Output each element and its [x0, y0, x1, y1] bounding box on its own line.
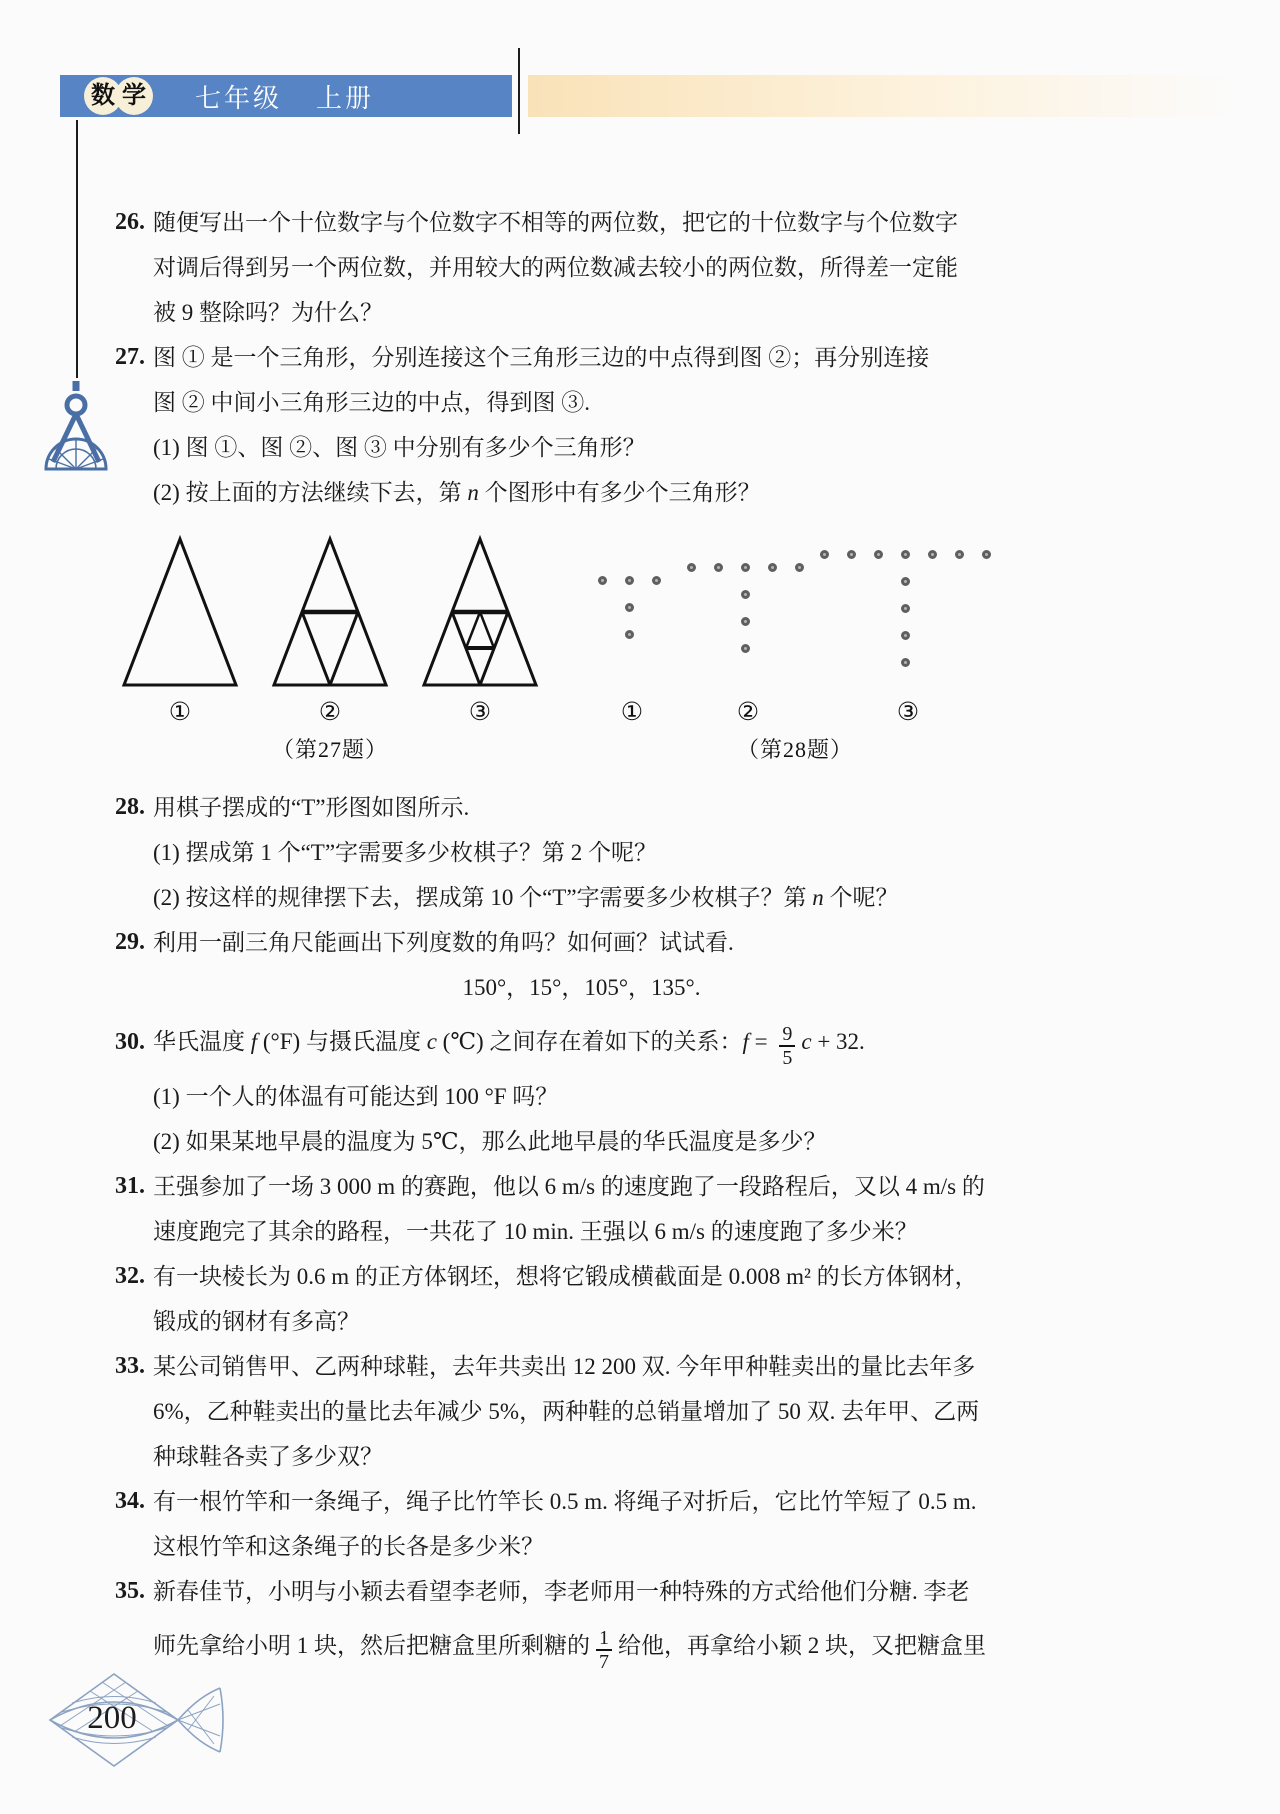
- page-number: 200: [87, 1700, 137, 1736]
- text-line: 锻成的钢材有多高？: [153, 1309, 360, 1334]
- text-line: 150°，15°，105°，135°.: [462, 975, 701, 1000]
- text-line: 利用一副三角尺能画出下列度数的角吗？如何画？试试看.: [153, 930, 734, 955]
- problem-body: [153, 1164, 1010, 1254]
- text-line: 有一块棱长为 0.6 m 的正方体钢坯，想将它锻成横截面是 0.008 m² 的长方体钢材，: [153, 1264, 978, 1289]
- problem-body: [153, 785, 1010, 920]
- figure-label: ③: [896, 699, 920, 726]
- subject-logo: [84, 77, 153, 115]
- problem-28: [115, 785, 1010, 920]
- triangle-figure-2: [270, 535, 390, 691]
- problem-29: [115, 920, 1010, 1010]
- problem-number: 35.: [115, 1578, 145, 1604]
- text-line: 某公司销售甲、乙两种球鞋，去年共卖出 12 200 双. 今年甲种鞋卖出的量比去年多: [153, 1354, 976, 1379]
- problem-31: [115, 1164, 1010, 1254]
- text-line: 对调后得到另一个两位数，并用较大的两位数减去较小的两位数，所得差一定能: [153, 255, 958, 280]
- left-margin-line: [76, 120, 78, 378]
- figure-label: ①: [620, 699, 644, 726]
- text-line: (1) 图 ①、图 ②、图 ③ 中分别有多少个三角形？: [153, 435, 646, 460]
- game-piece-dot: [874, 550, 883, 559]
- problem-35: [115, 1569, 1010, 1678]
- problem-32: [115, 1254, 1010, 1344]
- game-piece-dot: [955, 550, 964, 559]
- problem-27: [115, 335, 1010, 515]
- text-line: 师先拿给小明 1 块，然后把糖盒里所剩糖的 $\frac{1}{7}$ 给他，再拿给小颖 2 块，又把糖盒里: [153, 1627, 986, 1673]
- text-line: 用棋子摆成的“T”形图如图所示.: [153, 795, 470, 820]
- problem-body: [153, 335, 1010, 515]
- text-line: (2) 按这样的规律摆下去，摆成第 10 个“T”字需要多少枚棋子？第 n 个呢？: [153, 885, 899, 910]
- text-line: 速度跑完了其余的路程，一共花了 10 min. 王强以 6 m/s 的速度跑了多少米？: [153, 1219, 918, 1244]
- problem-number: 28.: [115, 794, 145, 820]
- game-piece-dot: [847, 550, 856, 559]
- game-piece-dot: [820, 550, 829, 559]
- logo-circle-xue: 学: [115, 77, 153, 115]
- game-piece-dot: [901, 577, 910, 586]
- game-piece-dot: [901, 550, 910, 559]
- text-line: 图 ② 中间小三角形三边的中点，得到图 ③.: [153, 390, 590, 415]
- game-piece-dot: [625, 603, 634, 612]
- problem-body: [153, 1479, 1010, 1569]
- game-piece-dot: [901, 631, 910, 640]
- game-piece-dot: [901, 658, 910, 667]
- problem-body: [153, 1010, 1010, 1164]
- volume-label: 上册: [316, 82, 375, 113]
- fraction: $\frac{1}{7}$: [596, 1627, 612, 1673]
- header-accent-band: [528, 75, 1234, 117]
- problem-26: [115, 200, 1010, 335]
- problem-body: [153, 920, 1010, 1010]
- text-line: 图 ① 是一个三角形，分别连接这个三角形三边的中点得到图 ②；再分别连接: [153, 345, 930, 370]
- game-piece-dot: [928, 550, 937, 559]
- figure-label: ①: [168, 699, 192, 726]
- game-piece-dot: [768, 563, 777, 572]
- triangle-figure-3: [420, 535, 540, 691]
- text-line: (2) 如果某地早晨的温度为 5℃，那么此地早晨的华氏温度是多少？: [153, 1129, 827, 1154]
- problems: [115, 200, 1010, 1678]
- text-line: (1) 一个人的体温有可能达到 100 °F 吗？: [153, 1084, 559, 1109]
- game-piece-dot: [598, 576, 607, 585]
- text-line: 6%，乙种鞋卖出的量比去年减少 5%，两种鞋的总销量增加了 50 双. 去年甲、乙两: [153, 1399, 980, 1424]
- compass-protractor-icon: [33, 380, 119, 486]
- game-piece-dot: [741, 644, 750, 653]
- game-piece-dot: [982, 550, 991, 559]
- figure-caption-27: （第27题）: [271, 737, 389, 762]
- problem-number: 32.: [115, 1263, 145, 1289]
- problem-number: 29.: [115, 929, 145, 955]
- text-line: 华氏温度 f (°F) 与摄氏温度 c (℃) 之间存在着如下的关系：f = $\frac{9}{5}$ c + 32.: [153, 1023, 865, 1069]
- problem-body: [153, 1254, 1010, 1344]
- text-line: 种球鞋各卖了多少双？: [153, 1444, 383, 1469]
- exercise-figures: [115, 515, 1010, 785]
- header-divider-line: [518, 48, 520, 134]
- game-piece-dot: [741, 563, 750, 572]
- problem-number: 33.: [115, 1353, 145, 1379]
- figure-label: ②: [736, 699, 760, 726]
- game-piece-dot: [625, 576, 634, 585]
- problem-body: [153, 1344, 1010, 1479]
- text-line: (1) 摆成第 1 个“T”字需要多少枚棋子？第 2 个呢？: [153, 840, 658, 865]
- text-line: 随便写出一个十位数字与个位数字不相等的两位数，把它的十位数字与个位数字: [153, 210, 958, 235]
- grade-label: 七年级: [195, 82, 283, 113]
- problem-number: 27.: [115, 344, 145, 370]
- game-piece-dot: [714, 563, 723, 572]
- fraction: $\frac{9}{5}$: [779, 1023, 795, 1069]
- header-bar: [60, 75, 512, 117]
- problem-30: [115, 1010, 1010, 1164]
- game-piece-dot: [687, 563, 696, 572]
- game-piece-dot: [901, 604, 910, 613]
- problem-body: [153, 1569, 1010, 1678]
- problem-number: 26.: [115, 209, 145, 235]
- problem-number: 34.: [115, 1488, 145, 1514]
- text-line: 有一根竹竿和一条绳子，绳子比竹竿长 0.5 m. 将绳子对折后，它比竹竿短了 0.5 m.: [153, 1489, 977, 1514]
- game-piece-dot: [741, 590, 750, 599]
- text-line: 被 9 整除吗？为什么？: [153, 300, 383, 325]
- problem-number: 30.: [115, 1029, 145, 1055]
- game-piece-dot: [741, 617, 750, 626]
- game-piece-dot: [625, 630, 634, 639]
- triangle-figure-1: [120, 535, 240, 691]
- problem-body: [153, 200, 1010, 335]
- problem-number: 31.: [115, 1173, 145, 1199]
- logo-circle-shu: 数: [84, 77, 122, 115]
- text-line: 这根竹竿和这条绳子的长各是多少米？: [153, 1534, 544, 1559]
- problem-33: [115, 1344, 1010, 1479]
- figure-caption-28: （第28题）: [736, 737, 854, 762]
- game-piece-dot: [652, 576, 661, 585]
- figure-label: ③: [468, 699, 492, 726]
- text-line: 新春佳节，小明与小颖去看望李老师，李老师用一种特殊的方式给他们分糖. 李老: [153, 1579, 970, 1604]
- figure-label: ②: [318, 699, 342, 726]
- problem-34: [115, 1479, 1010, 1569]
- text-line: (2) 按上面的方法继续下去，第 n 个图形中有多少个三角形？: [153, 480, 761, 505]
- game-piece-dot: [795, 563, 804, 572]
- text-line: 王强参加了一场 3 000 m 的赛跑，他以 6 m/s 的速度跑了一段路程后，又以 4 m/s 的: [153, 1174, 985, 1199]
